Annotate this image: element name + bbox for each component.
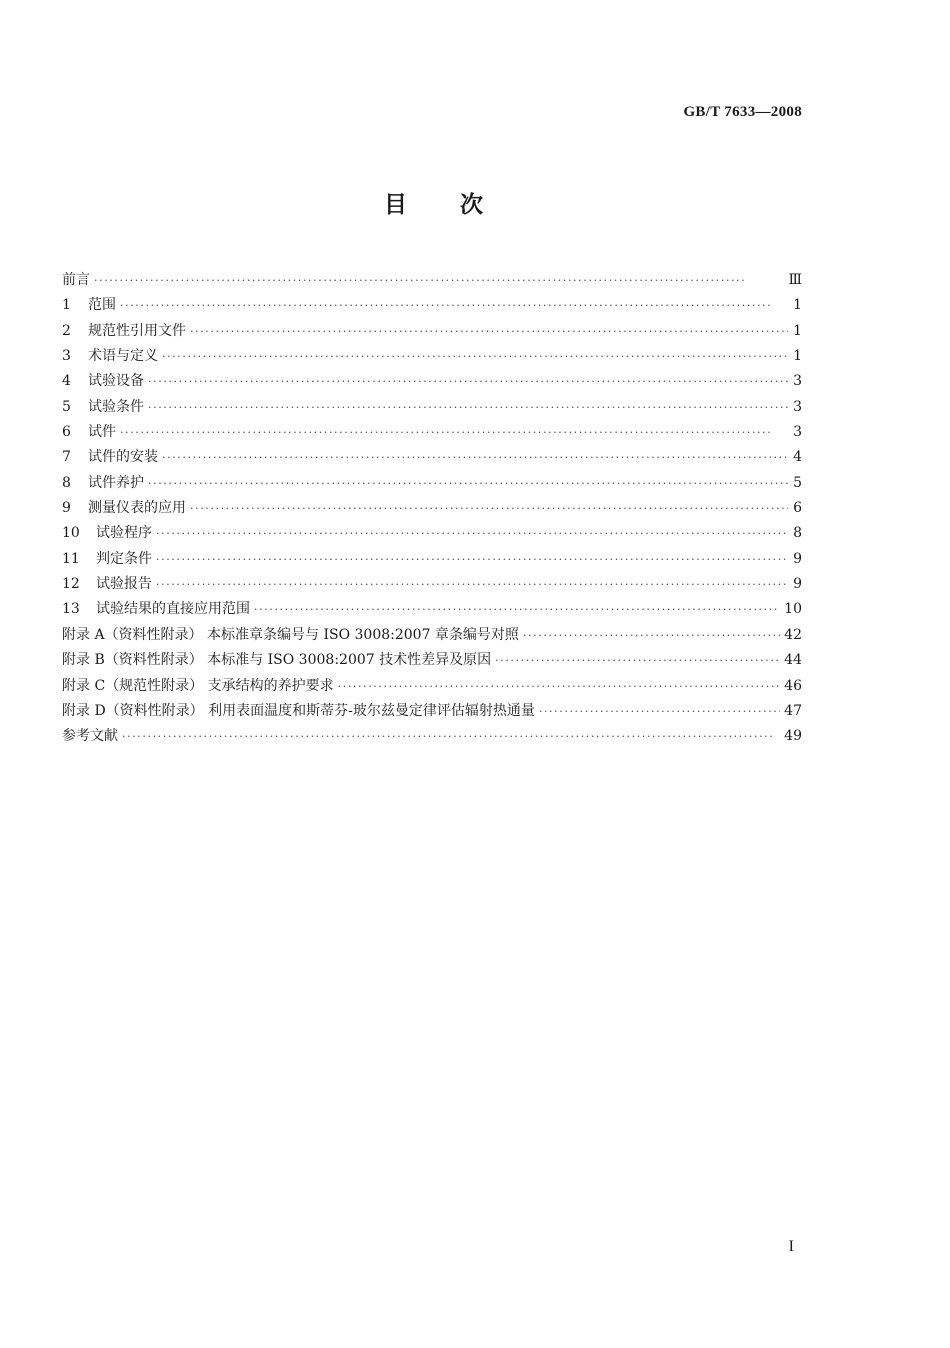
toc-dot-leader — [94, 268, 784, 293]
toc-entry-number: 7 — [62, 449, 71, 466]
toc-dot-leader — [523, 623, 780, 648]
toc-entry-label: 试验条件 — [88, 398, 144, 415]
toc-entry-label: 试件的安装 — [88, 449, 158, 466]
toc-dot-leader — [148, 471, 788, 496]
toc-entry-label: 附录 B（资料性附录） 本标准与 ISO 3008:2007 技术性差异及原因 — [62, 652, 492, 669]
toc-entry[interactable] — [62, 674, 802, 699]
toc-entry-page: 1 — [793, 322, 802, 339]
toc-entry-label: 试验程序 — [96, 525, 152, 542]
toc-entry-label: 试验报告 — [96, 576, 152, 593]
toc-entry-number: 12 — [62, 576, 80, 593]
toc-entry-label: 范围 — [88, 297, 116, 314]
toc-entry-page: 49 — [784, 728, 802, 745]
toc-entry-page: 1 — [793, 297, 802, 314]
toc-entry-number: 6 — [62, 424, 71, 441]
toc-entry-page: 42 — [784, 626, 802, 643]
toc-dot-leader — [156, 521, 788, 546]
toc-dot-leader — [156, 572, 788, 597]
toc-entry-number: 3 — [62, 348, 71, 365]
toc-title-char-2: 次 — [460, 192, 484, 218]
toc-entry-number: 2 — [62, 322, 71, 339]
toc-entry-page: 9 — [793, 550, 802, 567]
toc-entry-number: 5 — [62, 398, 71, 415]
toc-entry[interactable] — [62, 623, 802, 648]
toc-entry[interactable] — [62, 648, 802, 673]
toc-entry-page: 47 — [784, 702, 802, 719]
toc-entry[interactable] — [62, 369, 802, 394]
toc-entry[interactable] — [62, 395, 802, 420]
toc-dot-leader — [120, 293, 788, 318]
toc-entry[interactable] — [62, 572, 802, 597]
toc-entry-page: 3 — [793, 373, 802, 390]
toc-dot-leader — [190, 319, 788, 344]
toc-entry[interactable] — [62, 547, 802, 572]
toc-entry-page: 9 — [793, 576, 802, 593]
toc-dot-leader — [122, 724, 780, 749]
toc-entry[interactable] — [62, 724, 802, 749]
toc-entry-label: 附录 D（资料性附录） 利用表面温度和斯蒂芬-玻尔兹曼定律评估辐射热通量 — [62, 702, 535, 719]
toc-entry-page: 3 — [793, 398, 802, 415]
toc-dot-leader — [539, 699, 780, 724]
toc-entry-number: 8 — [62, 474, 71, 491]
toc-title-char-1: 目 — [384, 192, 408, 218]
toc-entry[interactable] — [62, 597, 802, 622]
toc-entry[interactable] — [62, 521, 802, 546]
toc-entry-label: 附录 C（规范性附录） 支承结构的养护要求 — [62, 677, 334, 694]
toc-dot-leader — [162, 344, 788, 369]
toc-entry-label: 试验结果的直接应用范围 — [96, 601, 250, 618]
toc-entry-number: 4 — [62, 373, 71, 390]
toc-entry-number: 9 — [62, 500, 71, 517]
toc-entry-label: 试件 — [88, 424, 116, 441]
page-number: I — [788, 1238, 794, 1255]
toc-entry-page: 1 — [793, 348, 802, 365]
toc-dot-leader — [190, 496, 788, 521]
toc-entry-page: Ⅲ — [788, 272, 802, 288]
toc-dot-leader — [148, 369, 788, 394]
toc-entry-number: 13 — [62, 601, 80, 618]
toc-entry[interactable] — [62, 268, 802, 293]
toc-entry[interactable] — [62, 699, 802, 724]
toc-entry[interactable] — [62, 445, 802, 470]
standard-number: GB/T 7633—2008 — [683, 104, 802, 120]
toc-entry-label: 测量仪表的应用 — [88, 500, 186, 517]
toc-entry[interactable] — [62, 496, 802, 521]
toc-entry[interactable] — [62, 420, 802, 445]
toc-title — [0, 186, 868, 219]
toc-dot-leader — [156, 547, 788, 572]
toc-entry-label: 术语与定义 — [88, 348, 158, 365]
toc-entry-label: 判定条件 — [96, 550, 152, 567]
toc-entry-page: 8 — [793, 525, 802, 542]
toc-dot-leader — [148, 395, 788, 420]
toc-dot-leader — [338, 674, 781, 699]
toc-entry-number: 11 — [62, 550, 80, 567]
toc-entry[interactable] — [62, 471, 802, 496]
toc-entry[interactable] — [62, 344, 802, 369]
toc-dot-leader — [495, 648, 780, 673]
toc-list — [62, 268, 802, 750]
toc-entry-page: 5 — [793, 474, 802, 491]
toc-entry[interactable] — [62, 319, 802, 344]
toc-entry-label: 参考文献 — [62, 728, 118, 745]
toc-entry-number: 1 — [62, 297, 71, 314]
toc-dot-leader — [120, 420, 788, 445]
toc-entry-label: 试件养护 — [88, 474, 144, 491]
toc-entry-label: 规范性引用文件 — [88, 322, 186, 339]
toc-entry-page: 10 — [784, 601, 802, 618]
toc-entry-page: 44 — [784, 652, 802, 669]
toc-entry-label: 附录 A（资料性附录） 本标准章条编号与 ISO 3008:2007 章条编号对照 — [62, 626, 519, 643]
toc-entry-label: 前言 — [62, 272, 90, 288]
toc-entry-page: 4 — [793, 449, 802, 466]
toc-entry-page: 46 — [784, 677, 802, 694]
toc-entry-number: 10 — [62, 525, 80, 542]
toc-dot-leader — [254, 597, 780, 622]
toc-entry[interactable] — [62, 293, 802, 318]
toc-entry-page: 6 — [793, 500, 802, 517]
toc-entry-page: 3 — [793, 424, 802, 441]
toc-entry-label: 试验设备 — [88, 373, 144, 390]
toc-dot-leader — [162, 445, 788, 470]
